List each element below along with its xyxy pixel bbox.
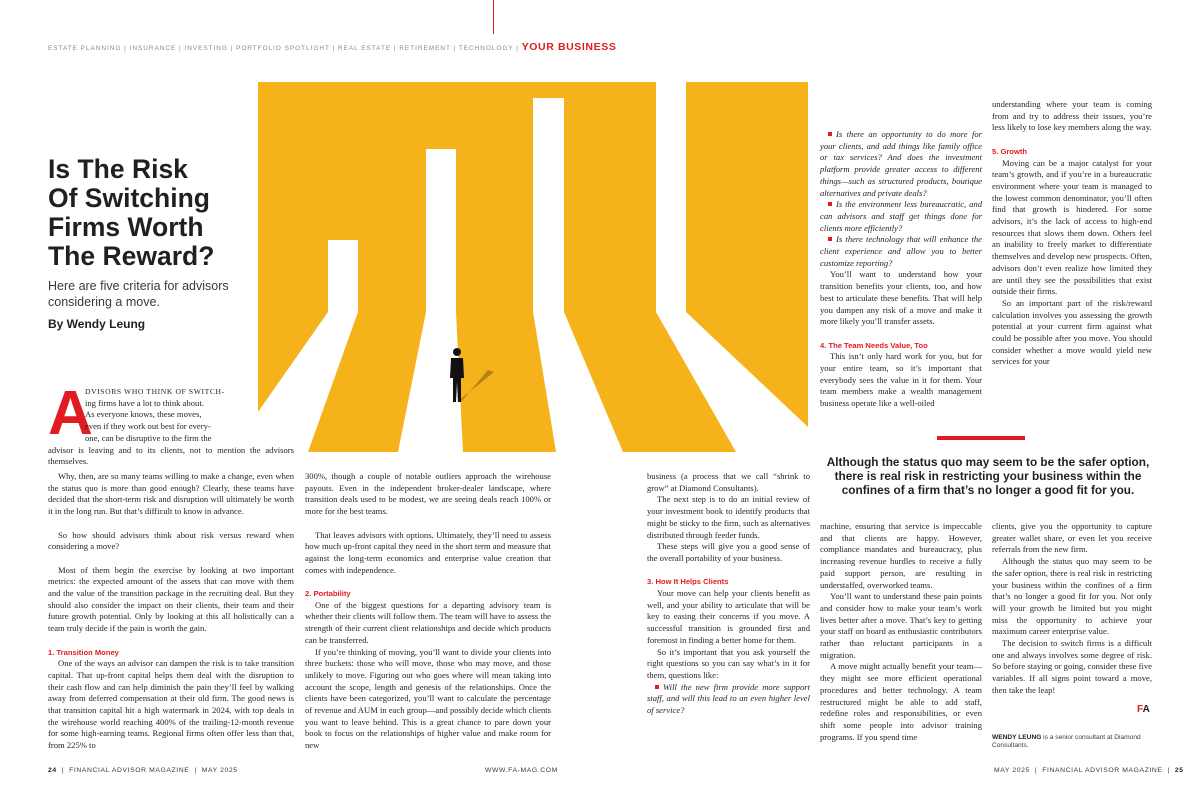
section-nav: [48, 41, 616, 53]
section-heading: 4. The Team Needs Value, Too: [820, 340, 928, 350]
footer-left: [48, 767, 238, 774]
bullet-text: Is there an opportunity to do more for your clients, and add things like family office or tax services? And does the investment platform provide greater access to different things—such as structured products, boutique alternatives and private deals?: [820, 129, 982, 198]
intro-line: As everyone knows, these moves,: [85, 409, 202, 420]
section-heading: 3. How It Helps Clients: [647, 577, 729, 587]
paragraph: understanding where your team is coming from and try to address their issues, you’re less likely to lose key members along the way.: [992, 99, 1152, 133]
bullet-square-icon: [828, 132, 832, 136]
fa-end-mark-logo: [1137, 704, 1149, 715]
footer-right: [994, 767, 1184, 774]
paragraph: machine, ensuring that service is impeccable and that clients are happy. However, compliance mandates and bureaucracy, plus increasing revenue hurdles to receive a fully paid support person, are resulting in understaffed, overworked teams.: [820, 521, 982, 590]
bullet-question: [820, 199, 982, 234]
bullet-square-icon: [828, 202, 832, 206]
title-line: Is The Risk: [48, 154, 188, 184]
paragraph: Your move can help your clients benefit as well, and your ability to articulate that will be key to easing their concerns if you move. A successful transition is grounded first and foremost in finding a better home for them.: [647, 588, 810, 645]
author-name: WENDY LEUNG: [992, 734, 1042, 741]
doorway: [328, 240, 358, 312]
page-number-right: 25: [1174, 767, 1184, 774]
intro-line: DVISORS WHO THINK OF SWITCH-: [85, 387, 225, 396]
paragraph: So an important part of the risk/reward calculation involves you assessing the growth potential at your current firm against what could be possible after you move. You should consider whether a move would yield new services for your: [992, 297, 1152, 367]
paragraph: The next step is to do an initial review of your investment book to identify products that might be sticky to the firm, such as alternatives distributed through feeder funds.: [647, 494, 810, 540]
title-line: The Reward?: [48, 241, 215, 271]
doorway: [426, 149, 456, 312]
bullet-question: [820, 234, 982, 269]
title-line: Firms Worth: [48, 212, 204, 242]
title-line: Of Switching: [48, 183, 210, 213]
paragraph: If you’re thinking of moving, you’ll want to divide your clients into three buckets: those who will move, those who may move, and those unlikely to move. Figuring out who goes where will mean taking into account the scope, length and genesis of the relationships. Once the clients have been categorized, you’ll want to calculate the percentage of revenue and AUM in each group—and possibly decide which clients you want to leave behind. This is a great chance to pare down your book to focus on the relationships of higher value and make room for new: [305, 646, 551, 751]
page-number-left: 24: [48, 767, 57, 774]
article-intro: [48, 379, 294, 468]
footer-left-text: | FINANCIAL ADVISOR MAGAZINE | MAY 2025: [56, 767, 238, 774]
body-column-2: [305, 471, 551, 752]
paragraph: Most of them begin the exercise by looking at two important metrics: the expected amount of the assets that can move with them and the value of the transition package in the recruiting deal. But they should also consider the impact on their clients, their team and their future growth potential. Only by looking at this all holistically can a team truly decide if the pain is worth the gain.: [48, 564, 294, 634]
footer-right-text: MAY 2025 | FINANCIAL ADVISOR MAGAZINE |: [994, 767, 1175, 774]
section-heading: 5. Growth: [992, 146, 1028, 156]
intro-lead: [48, 379, 294, 448]
paragraph: This isn’t only hard work for you, but for your entire team, so it’s important that everybody sees the value in it for them. Your team members make a wealth management business operate like a well-oiled: [820, 351, 982, 409]
paragraph: A move might actually benefit your team—they might see more efficient operational procedures and better technology. A team restructured might be able to add staff, redefine roles and responsibilities, or even shift some people into advisor training programs. If you spend time: [820, 661, 982, 742]
illustration-light-pillars: [258, 82, 808, 452]
doorway: [656, 82, 686, 312]
intro-rest: advisor is leaving and to its clients, not to mention the advisors themselves.: [48, 444, 294, 467]
author-bio-text: is a senior consultant at Diamond Consultants.: [992, 734, 1141, 750]
section-heading: 2. Portability: [305, 589, 351, 598]
paragraph: The decision to switch firms is a difficult one and always involves some degree of risk. So before staying or going, consider these five variables. If all signs point toward a move, then take the leap!: [992, 638, 1152, 695]
body-column-7: [992, 521, 1152, 697]
paragraph: These steps will give you a good sense of the overall portability of your business.: [647, 541, 810, 563]
article-title: [48, 155, 263, 271]
bullet-text: Is there technology that will enhance the client experience and allow you to better customize reporting?: [820, 234, 982, 268]
paragraph: One of the ways an advisor can dampen the risk is to take transition capital. That up-front capital helps them deal with the disruption to their cash flow and can help diminish the pain they’ll feel by walking away from deferred compensation at their old firm. The good news is that transition capital hit a high watermark in 2024, with top deals in the wirehouse world reaching 400% of the trailing-12-month revenue for some high-earning teams. Regional firms often offer less than that, from 225% to: [48, 658, 294, 751]
paragraph: That leaves advisors with options. Ultimately, they’ll need to assess how much up-front capital they need in the short term and measure that against the long-term economics and enterprise value creation that comes with independence.: [305, 529, 551, 575]
bullet-text: Will the new firm provide more support staff, and will this lead to an even higher level of service?: [647, 681, 810, 716]
paragraph: clients, give you the opportunity to capture greater wallet share, or even let you receive referrals from the new firm.: [992, 521, 1152, 555]
paragraph: business (a process that we call “shrink to grow” at Diamond Consultants).: [647, 471, 810, 493]
section-nav-active[interactable]: YOUR BUSINESS: [521, 41, 617, 53]
pull-quote-rule: [937, 436, 1025, 440]
author-bio: [992, 734, 1154, 751]
section-heading: 1. Transition Money: [48, 647, 119, 657]
intro-line: one, can be disruptive to the firm the: [85, 432, 212, 443]
paragraph: You’ll want to understand these pain points and consider how to make your team’s work lives better after a move. That’s key to getting your staff on board as enthusiastic contributors rather than reluctant participants in a migration.: [820, 591, 982, 660]
paragraph: So how should advisors think about risk versus reward when considering a move?: [48, 529, 294, 552]
body-column-5: [992, 99, 1152, 368]
drop-cap: A: [48, 379, 93, 448]
article-subhead: Here are five criteria for advisors considering a move.: [48, 279, 229, 309]
section-nav-items[interactable]: ESTATE PLANNING | INSURANCE | INVESTING | PORTFOLIO SPOTLIGHT | REAL ESTATE | RETIREMENT | TECHNOLOGY |: [48, 45, 519, 52]
body-column-6: [820, 521, 982, 743]
intro-line: even if they work out best for every-: [85, 421, 211, 432]
pull-quote: Although the status quo may seem to be the safer option, there is real risk in restricting your business within the confines of a firm that’s no longer a good fit for you.: [826, 455, 1150, 497]
top-accent-rule: [493, 0, 494, 34]
byline: By Wendy Leung: [48, 317, 146, 331]
paragraph: You’ll want to understand how your transition benefits your clients, too, and how best to articulate these benefits. That will help you dampen any risk of a move and make it more likely you’ll transfer assets.: [820, 269, 982, 327]
bullet-question: [820, 129, 982, 199]
logo-letter-a: A: [1142, 704, 1150, 715]
bullet-question: [647, 682, 810, 717]
body-column-1: [48, 471, 294, 752]
paragraph: Although the status quo may seem to be the safer option, there is real risk in restricting your business within the confines of a firm that’s no longer a good fit for you. Not only will your growth be limited but you might miss the opportunity to achieve your maximum career enterprise value.: [992, 556, 1152, 637]
paragraph: One of the biggest questions for a departing advisory team is whether their clients will follow them. The team will have to assess the strength of their current client relationships and decide which products can be transferred.: [305, 599, 551, 645]
body-column-3: [647, 471, 810, 717]
intro-line: ing firms have a lot to think about.: [85, 397, 204, 408]
paragraph: So it’s important that you ask yourself the right questions so you can say what’s in it for them, questions like:: [647, 646, 810, 680]
bullet-square-icon: [828, 237, 832, 241]
person-head: [453, 348, 461, 356]
paragraph: 300%, though a couple of notable outliers approach the wirehouse payouts. Even in the independent broker-dealer landscape, where transition deals used to be modest, we are seeing deals reach 100% or more for the best teams.: [305, 471, 551, 517]
footer-website[interactable]: WWW.FA-MAG.COM: [485, 767, 558, 774]
bullet-text: Is the environment less bureaucratic, and can advisors and staff get things done for clients more efficiently?: [820, 199, 982, 233]
bullet-square-icon: [655, 685, 659, 689]
logo-letter-f: F: [1137, 704, 1143, 715]
body-column-4: [820, 129, 982, 410]
doorway: [533, 98, 564, 312]
paragraph: Moving can be a major catalyst for your team’s growth, and if you’re in a bureaucratic environment where your team is managed to the lowest common denominator, you’ll often find that growth is hindered. For some advisors, it’s the lack of access to high-end resources that slows them down. Others feel an inability to freely market to differentiate themselves and develop new prospects. Often, advisors don’t even realize how limited they are until they see the possibilities that exist outside their firms.: [992, 157, 1152, 297]
paragraph: Why, then, are so many teams willing to make a change, even when the status quo is more than good enough? Clearly, these teams have decided that the short-term risk and disruption will ultimately be worth it in the long run. But that’s difficult to know in advance.: [48, 471, 294, 517]
